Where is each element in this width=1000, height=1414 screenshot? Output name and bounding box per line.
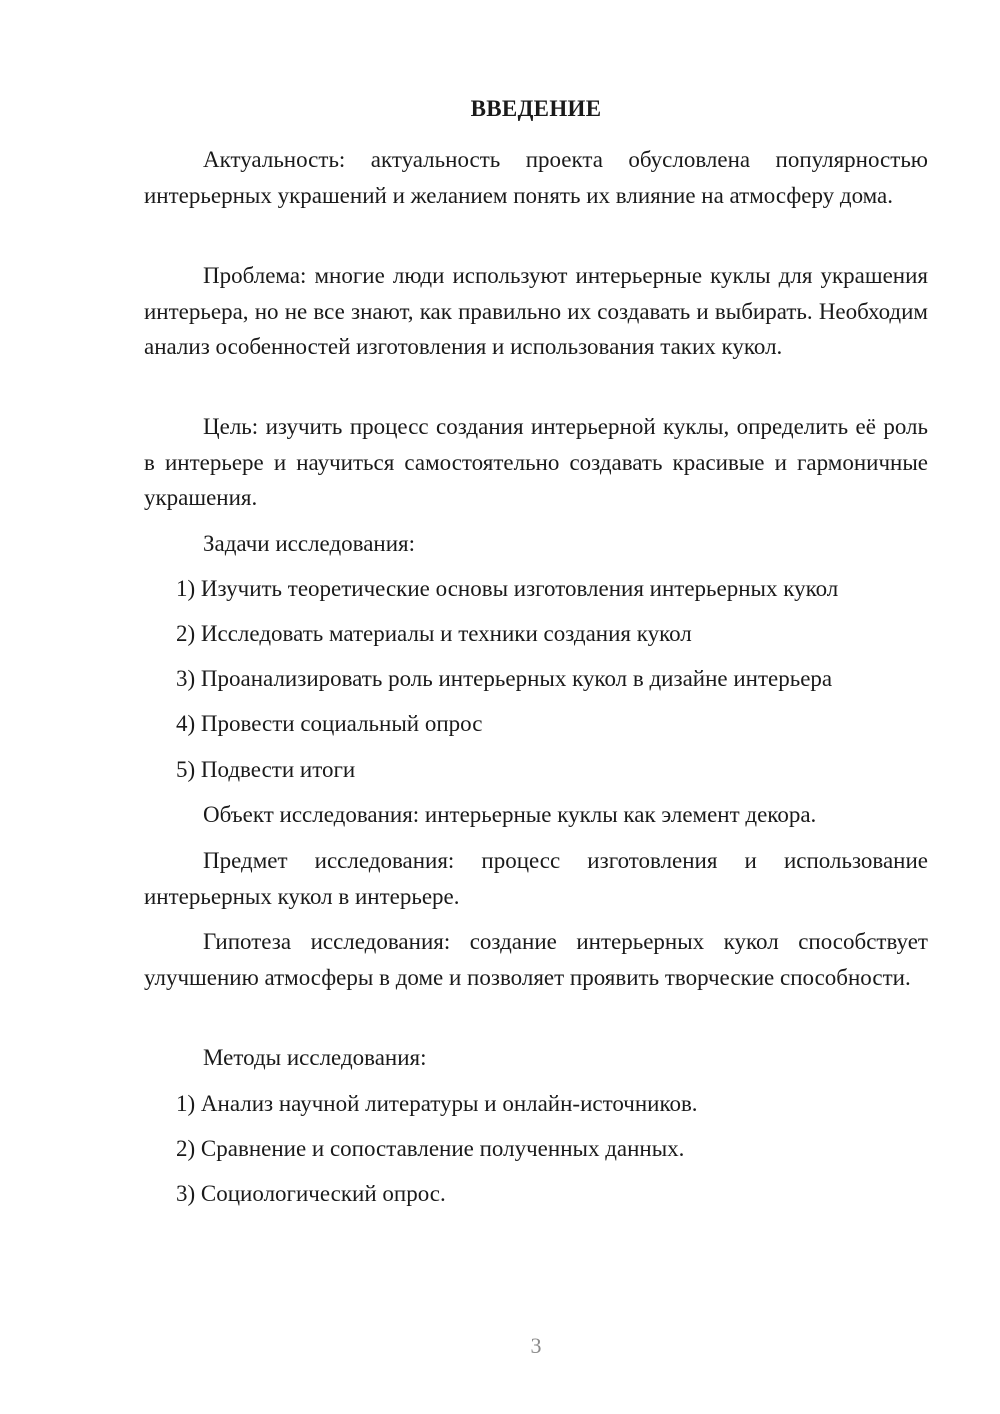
problem-paragraph: Проблема: многие люди используют интерьерные куклы для украшения интерьера, но не все знают, как правильно их создавать и выбирать. Необходим анализ особенностей изготовления и использования таких кукол. [144, 263, 928, 359]
tasks-label: Задачи исследования: [203, 531, 416, 556]
methods-label: Методы исследования: [203, 1045, 427, 1070]
method-item: 1) Анализ научной литературы и онлайн-источников. [176, 1091, 698, 1116]
task-item: 5) Подвести итоги [176, 757, 356, 782]
task-item: 2) Исследовать материалы и техники создания кукол [176, 621, 692, 646]
method-item: 3) Социологический опрос. [176, 1181, 446, 1206]
goal-paragraph: Цель: изучить процесс создания интерьерной куклы, определить её роль в интерьере и научиться самостоятельно создавать красивые и гармоничные украшения. [144, 414, 928, 510]
page-number: 3 [530, 1333, 542, 1358]
relevance-paragraph: Актуальность: актуальность проекта обусловлена популярностью интерьерных украшений и желанием понять их влияние на атмосферу дома. [144, 147, 928, 208]
task-item: 1) Изучить теоретические основы изготовления интерьерных кукол [176, 576, 839, 601]
task-item: 4) Провести социальный опрос [176, 711, 483, 736]
page-heading: ВВЕДЕНИЕ [470, 96, 602, 121]
task-item: 3) Проанализировать роль интерьерных кукол в дизайне интерьера [176, 666, 833, 691]
object-paragraph: Объект исследования: интерьерные куклы как элемент декора. [203, 802, 817, 827]
method-item: 2) Сравнение и сопоставление полученных данных. [176, 1136, 685, 1161]
hypothesis-paragraph: Гипотеза исследования: создание интерьерных кукол способствует улучшению атмосферы в доме и позволяет проявить творческие способности. [144, 929, 928, 990]
subject-paragraph: Предмет исследования: процесс изготовления и использование интерьерных кукол в интерьере. [144, 848, 928, 909]
